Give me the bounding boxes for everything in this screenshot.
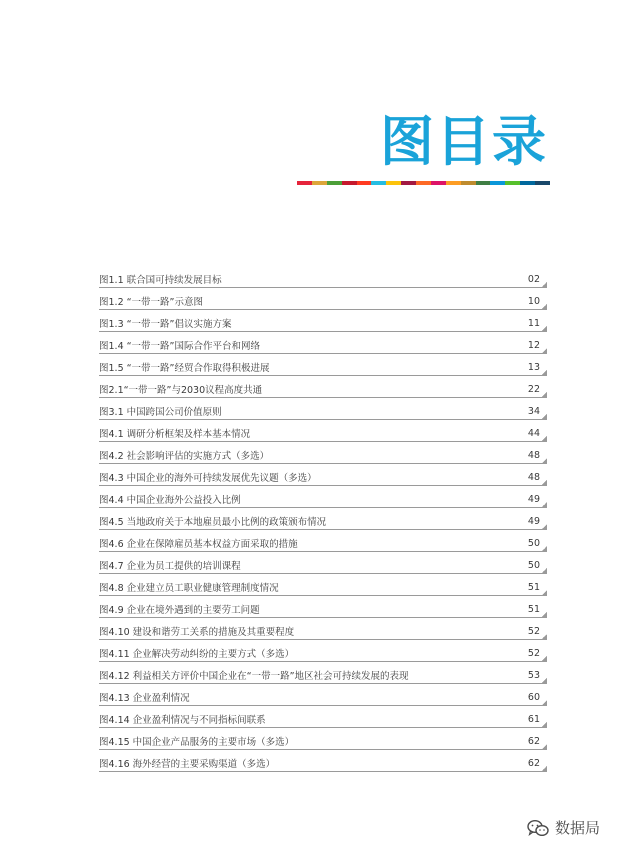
toc-entry-page: 53	[527, 669, 540, 681]
toc-row[interactable]	[99, 598, 546, 620]
toc-row[interactable]	[99, 510, 546, 532]
color-stripe-segment	[371, 181, 386, 185]
figure-toc-list	[99, 268, 546, 774]
color-stripe-segment	[446, 181, 461, 185]
color-stripe-segment	[297, 181, 312, 185]
toc-entry-page: 49	[527, 493, 540, 505]
toc-entry-label: 图1.1 联合国可持续发展目标	[99, 275, 222, 286]
toc-row[interactable]	[99, 444, 546, 466]
color-stripe-segment	[386, 181, 401, 185]
color-stripe-segment	[505, 181, 520, 185]
toc-entry-label: 图4.6 企业在保障雇员基本权益方面采取的措施	[99, 539, 298, 550]
toc-entry-page: 60	[527, 691, 540, 703]
toc-row[interactable]	[99, 488, 546, 510]
toc-entry-label: 图4.2 社会影响评估的实施方式（多选）	[99, 451, 270, 462]
toc-row[interactable]	[99, 554, 546, 576]
color-stripe-segment	[416, 181, 431, 185]
toc-row[interactable]	[99, 642, 546, 664]
toc-row[interactable]	[99, 730, 546, 752]
toc-entry-label: 图4.8 企业建立员工职业健康管理制度情况	[99, 583, 279, 594]
color-stripe-segment	[520, 181, 535, 185]
toc-entry-label: 图3.1 中国跨国公司价值原则	[99, 407, 222, 418]
toc-row[interactable]	[99, 378, 546, 400]
toc-entry-page: 12	[527, 339, 540, 351]
toc-entry-page: 02	[527, 273, 540, 285]
toc-entry-page: 51	[527, 603, 540, 615]
toc-row[interactable]	[99, 290, 546, 312]
toc-entry-label: 图1.2 “一带一路”示意图	[99, 297, 203, 308]
toc-row[interactable]	[99, 356, 546, 378]
toc-entry-page: 52	[527, 625, 540, 637]
toc-row[interactable]	[99, 532, 546, 554]
toc-entry-page: 34	[527, 405, 540, 417]
toc-row[interactable]	[99, 400, 546, 422]
toc-row[interactable]	[99, 686, 546, 708]
toc-entry-label: 图4.15 中国企业产品服务的主要市场（多选）	[99, 737, 295, 748]
toc-entry-page: 61	[527, 713, 540, 725]
color-stripe-segment	[490, 181, 505, 185]
toc-entry-label: 图4.5 当地政府关于本地雇员最小比例的政策颁布情况	[99, 517, 327, 528]
toc-entry-label: 图4.1 调研分析框架及样本基本情况	[99, 429, 251, 440]
toc-row[interactable]	[99, 752, 546, 774]
toc-entry-label: 图4.14 企业盈利情况与不同指标间联系	[99, 715, 266, 726]
toc-entry-label: 图4.7 企业为员工提供的培训课程	[99, 561, 241, 572]
toc-entry-page: 50	[527, 537, 540, 549]
toc-entry-label: 图4.3 中国企业的海外可持续发展优先议题（多选）	[99, 473, 317, 484]
toc-entry-page: 22	[527, 383, 540, 395]
color-stripe-divider	[297, 181, 550, 185]
toc-entry-page: 13	[527, 361, 540, 373]
toc-entry-label: 图4.16 海外经营的主要采购渠道（多选）	[99, 759, 276, 770]
color-stripe-segment	[431, 181, 446, 185]
toc-row[interactable]	[99, 334, 546, 356]
color-stripe-segment	[476, 181, 491, 185]
watermark	[527, 817, 600, 838]
page-title: 图目录	[380, 110, 548, 173]
color-stripe-segment	[312, 181, 327, 185]
toc-entry-label: 图4.12 利益相关方评价中国企业在“一带一路”地区社会可持续发展的表现	[99, 671, 409, 682]
toc-row[interactable]	[99, 268, 546, 290]
toc-entry-page: 51	[527, 581, 540, 593]
toc-row[interactable]	[99, 576, 546, 598]
toc-entry-label: 图4.13 企业盈利情况	[99, 693, 190, 704]
toc-row[interactable]	[99, 422, 546, 444]
color-stripe-segment	[461, 181, 476, 185]
toc-entry-page: 44	[527, 427, 540, 439]
toc-entry-page: 62	[527, 757, 540, 769]
toc-entry-page: 50	[527, 559, 540, 571]
toc-entry-page: 10	[527, 295, 540, 307]
wechat-icon	[527, 819, 549, 837]
toc-entry-label: 图1.4 “一带一路”国际合作平台和网络	[99, 341, 260, 352]
toc-entry-label: 图2.1“一带一路”与2030议程高度共通	[99, 385, 263, 396]
color-stripe-segment	[357, 181, 372, 185]
toc-entry-page: 52	[527, 647, 540, 659]
toc-row[interactable]	[99, 708, 546, 730]
color-stripe-segment	[401, 181, 416, 185]
toc-entry-label: 图4.9 企业在境外遇到的主要劳工问题	[99, 605, 260, 616]
toc-entry-page: 62	[527, 735, 540, 747]
color-stripe-segment	[327, 181, 342, 185]
toc-entry-page: 48	[527, 449, 540, 461]
toc-entry-label: 图4.11 企业解决劳动纠纷的主要方式（多选）	[99, 649, 295, 660]
watermark-text: 数据局	[554, 819, 600, 837]
toc-row[interactable]	[99, 664, 546, 686]
toc-entry-label: 图1.5 “一带一路”经贸合作取得积极进展	[99, 363, 270, 374]
toc-row[interactable]	[99, 620, 546, 642]
toc-row[interactable]	[99, 312, 546, 334]
toc-entry-label: 图1.3 “一带一路”倡议实施方案	[99, 319, 232, 330]
toc-entry-page: 11	[527, 317, 540, 329]
toc-entry-label: 图4.10 建设和谐劳工关系的措施及其重要程度	[99, 627, 295, 638]
toc-row[interactable]	[99, 466, 546, 488]
color-stripe-segment	[535, 181, 550, 185]
toc-entry-label: 图4.4 中国企业海外公益投入比例	[99, 495, 241, 506]
toc-entry-page: 48	[527, 471, 540, 483]
toc-entry-page: 49	[527, 515, 540, 527]
color-stripe-segment	[342, 181, 357, 185]
